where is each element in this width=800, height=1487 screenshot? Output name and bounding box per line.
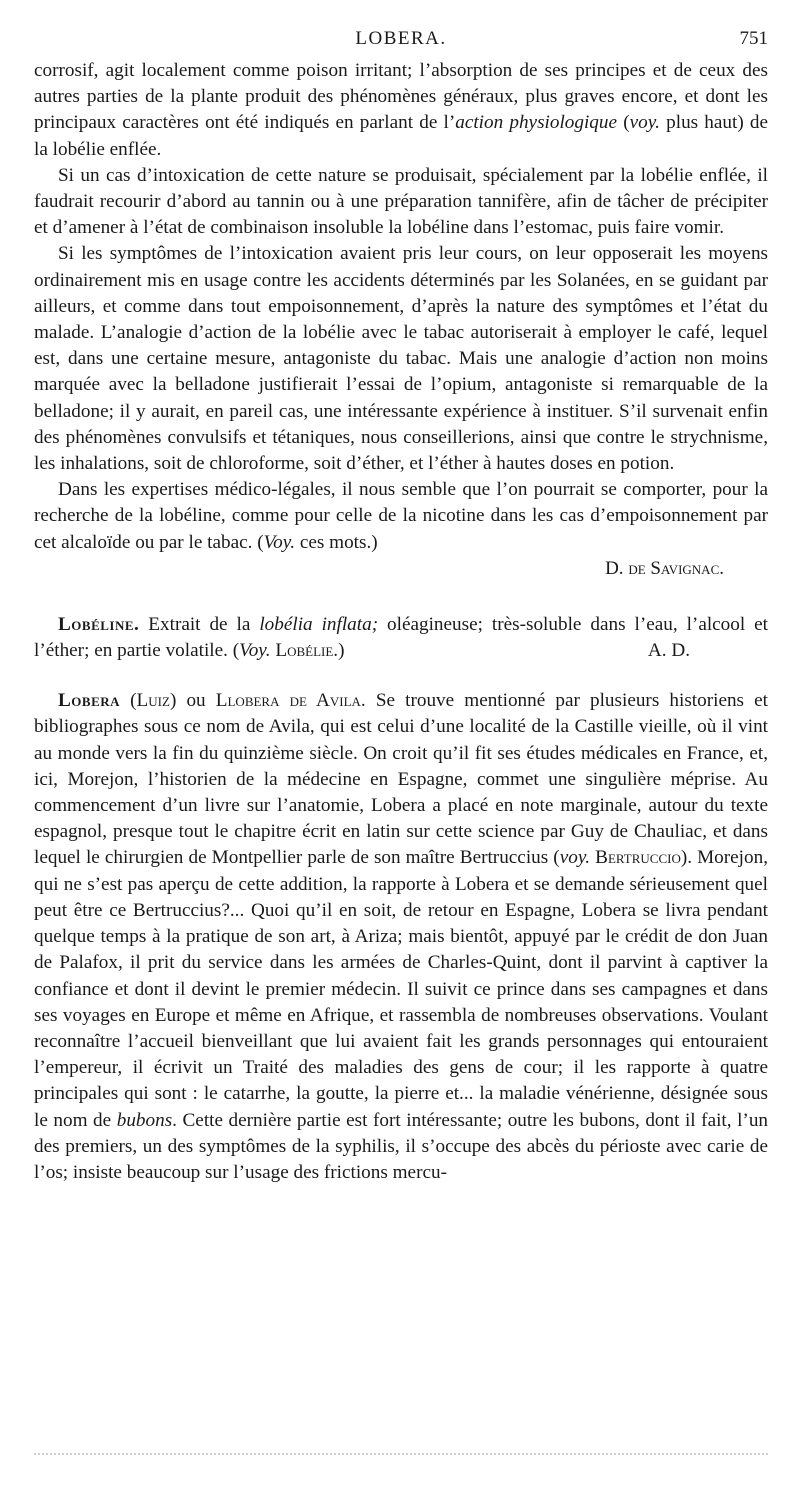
author-signature: D. de Savignac. [605, 557, 724, 579]
entry-initials: A. D. [647, 640, 690, 662]
paragraph-lobelie-4: Dans les expertises médico-légales, il nous semble que l’on pourrait se comporter, pour la recherche de la lobéline, comme pour celle de la nicotine dans les cas d’empoisonnement par cet alcaloïde ou par le tabac. (Voy. ces mots.) [34, 479, 768, 553]
bottom-scan-artifact [34, 1447, 768, 1455]
headword-lobera: Lobera [58, 690, 121, 712]
document-page [34, 28, 768, 1186]
page-number: 751 [739, 28, 768, 49]
entry-lobera: Lobera (Luiz) ou Llobera de Avila. Se trouve mentionné par plusieurs historiens et bibliographes sous ce nom de Avila, qui est celui d’une localité de la Castille vieille, où il vint au monde vers la fin du quinzième siècle. On croit qu’il fit ses études médicales en France, et, ici, Morejon, l’historien de la médecine en Espagne, commet une singulière méprise. Au commencement d’un livre sur l’anatomie, Lobera a placé en note marginale, autour du texte espagnol, presque tout le chapitre écrit en latin sur cette science par Guy de Chauliac, et dans lequel le chirurgien de Montpellier parle de son maître Bertruccius (voy. Bertruccio). Morejon, qui ne s’est pas aperçu de cette addition, la rapporte à Lobera et se demande sérieusement quel peut être ce Bertruccius?... Quoi qu’il en soit, de retour en Espagne, Lobera se livra pendant quelque temps à la pratique de son art, à Ariza; mais bientôt, appuyé par le crédit de don Juan de Palafox, il prit du service dans les armées de Charles-Quint, dont il parvint à captiver la confiance et dont il devint le premier médecin. Il suivit ce prince dans ses campagnes et dans ses voyages en Europe et même en Afrique, et rassembla de nombreuses observations. Voulant reconnaître l’accueil bienveillant que lui avaient fait les grands personnages qui entouraient l’empereur, il écrivit un Traité des maladies des gens de cour; il les rapporte à quatre principales qui sont : le catarrhe, la goutte, la pierre et... la maladie vénérienne, désignée sous le nom de bubons. Cette dernière partie est fort intéressante; outre les bubons, dont il fait, l’un des premiers, un des symptômes de la syphilis, il s’occupe des abcès du périoste avec carie de l’os; insiste beaucoup sur l’usage des frictions mercu- [34, 690, 769, 1183]
entry-lobeline: Lobéline. Extrait de la lobélia inflata; oléagineuse; très-soluble dans l’eau, l’alcool et l’éther; en partie volatile. (Voy. Lobélie.) A. D. [34, 612, 768, 664]
page-header [34, 28, 768, 58]
paragraph-lobelie-3: Si les symptômes de l’intoxication avaient pris leur cours, on leur opposerait les moyens ordinairement mis en usage contre les accidents déterminés par les Solanées, en se guidant par ailleurs, et comme dans tout empoisonnement, d’après la nature des symptômes et l’état du malade. L’analogie d’action de la lobélie avec le tabac autoriserait à employer le café, lequel est, dans une certaine mesure, antagoniste du tabac. Mais une analogie d’action non moins marquée avec la belladone justifierait l’essai de l’opium, antagoniste si remarquable de la belladone; il y aurait, en pareil cas, une intéressante expérience à instituer. S’il survenait enfin des phénomènes convulsifs et tétaniques, nous conseillerions, ainsi que contre le strychnisme, les inhalations, soit de chloroforme, soit d’éther, et l’éther à hautes doses en potion. [34, 243, 768, 475]
paragraph-lobelie-1: corrosif, agit localement comme poison irritant; l’absorption de ses principes et de ceux des autres parties de la plante produit des phénomènes généraux, plus graves encore, et dont les principaux caractères ont été indiqués en parlant de l’action physiologique (voy. plus haut) de la lobélie enflée. [34, 60, 769, 160]
paragraph-lobelie-2: Si un cas d’intoxication de cette nature se produisait, spécialement par la lobélie enflée, il faudrait recourir d’abord au tannin ou à une préparation tannifère, afin de tâcher de précipiter et d’amener à l’état de combinaison insoluble la lobéline dans l’estomac, puis faire vomir. [34, 164, 768, 239]
running-title: LOBERA. [355, 28, 447, 49]
headword-lobeline: Lobéline. [58, 613, 140, 635]
